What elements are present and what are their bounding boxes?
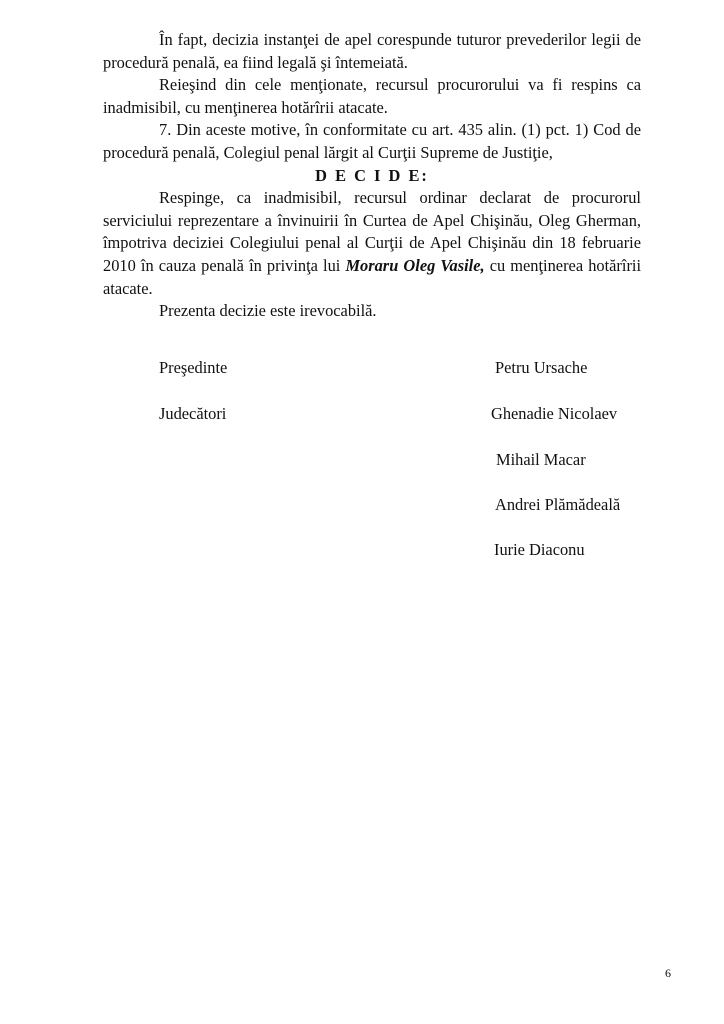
judges-label: Judecători <box>159 404 227 423</box>
paragraph-ruling <box>103 187 641 300</box>
paragraph-legal-basis-text: Din aceste motive, în conformitate cu art. 435 alin. (1) pct. 1) Cod de procedură penală, Colegiul penal lărgit al Curţii Supreme de Justiţie, <box>103 120 641 162</box>
judge-name: Ghenadie Nicolaev <box>491 404 618 423</box>
president-label: Preşedinte <box>159 358 228 377</box>
judge-name: Mihail Macar <box>496 450 586 469</box>
paragraph-irrevocable: Prezenta decizie este irevocabilă. <box>159 301 377 321</box>
decision-heading: D E C I D E: <box>315 165 429 185</box>
ruling-text-end: cu menţinerea hotărîrii atacate. <box>103 255 642 298</box>
paragraph-appeal-legality: În fapt, decizia instanţei de apel corespunde tuturor prevederilor legii de procedură penală, ea fiind legală şi întemeiată. <box>103 30 641 72</box>
defendant-name: Moraru Oleg Vasile, <box>345 255 485 275</box>
decision-body <box>103 29 641 323</box>
judge-name: Iurie Diaconu <box>494 540 585 559</box>
ruling-text-start: Respinge, ca inadmisibil, recursul ordinar declarat de procurorul serviciului reprezentare a învinuirii în Curtea de Apel Chişinău, Oleg Gherman, împotriva deciziei Colegiului penal al Curţii de Apel Chişinău din 18 februarie 2010 în cauza penală în privinţa lui <box>103 188 641 275</box>
president-name: Petru Ursache <box>495 358 588 377</box>
paragraph-number: 7. <box>159 120 172 140</box>
judge-name: Andrei Plămădeală <box>495 495 621 514</box>
page-number: 6 <box>665 966 671 980</box>
paragraph-appeal-rejection: Reieşind din cele menţionate, recursul procurorului va fi respins ca inadmisibil, cu menţinerea hotărîrii atacate. <box>103 75 641 117</box>
paragraph-legal-basis <box>103 119 641 164</box>
